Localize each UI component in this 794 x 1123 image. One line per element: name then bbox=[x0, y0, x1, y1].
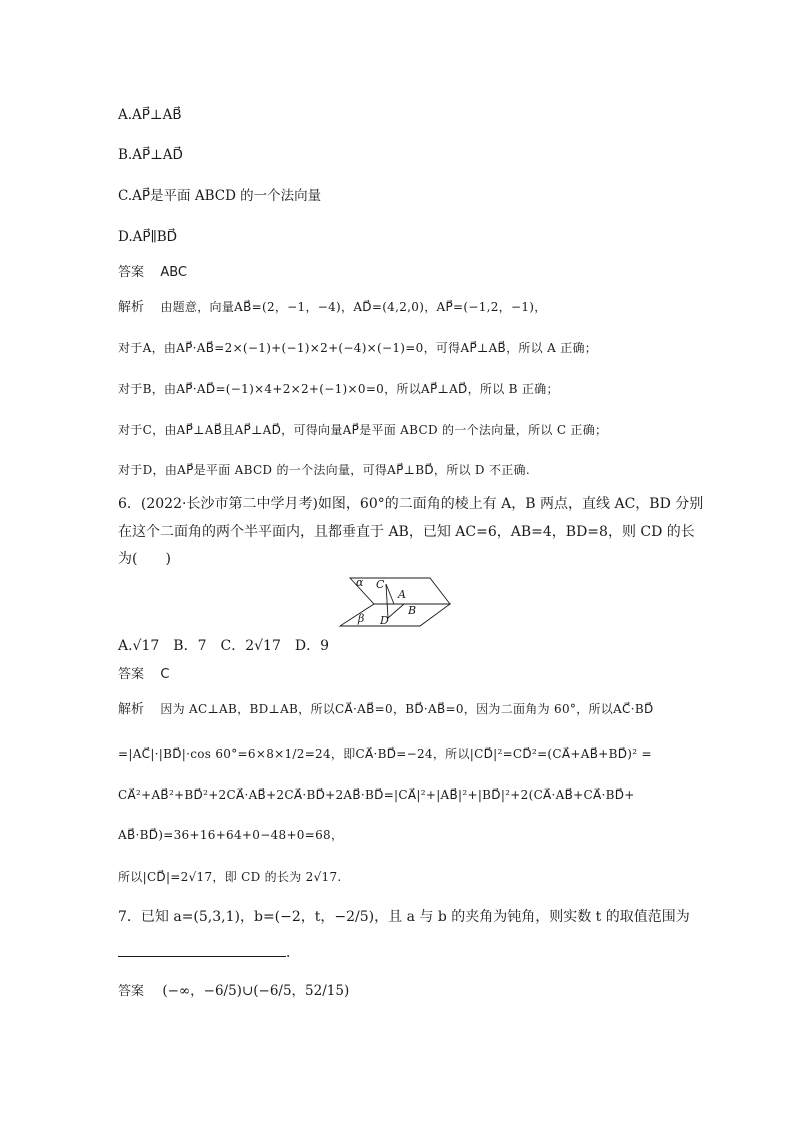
analysis-text: 由题意，向量AB⃗=(2，−1，−4)，AD⃗=(4,2,0)，AP⃗=(−1,2，−1)， bbox=[160, 300, 547, 314]
q5-analysis-line-3: 对于B，由AP⃗·AD⃗=(−1)×4+2×2+(−1)×0=0，所以AP⃗⊥AD⃗，所以 B 正确； bbox=[118, 382, 559, 396]
label-d: D bbox=[380, 614, 389, 627]
answer-label: 答案 bbox=[118, 667, 145, 682]
option-b: B.AP⃗⊥AD⃗ bbox=[118, 147, 183, 163]
q6-stem-line-2: 在这个二面角的两个半平面内，且都垂直于 AB，已知 AC=6，AB=4，BD=8，则 CD 的长 bbox=[118, 524, 695, 540]
answer-value: C bbox=[160, 667, 170, 682]
answer-value: ABC bbox=[160, 265, 187, 280]
q5-analysis-line-1 bbox=[118, 298, 547, 317]
label-c: C bbox=[376, 578, 385, 591]
plane-beta bbox=[340, 604, 450, 626]
q7-blank-line bbox=[118, 942, 290, 962]
option-a: A.AP⃗⊥AB⃗ bbox=[118, 107, 182, 123]
q7-stem: 7．已知 a=(5,3,1)，b=(−2，t，−2/5)，且 a 与 b 的夹角为钝角，则实数 t 的取值范围为 bbox=[118, 909, 690, 925]
analysis-text: 因为 AC⊥AB，BD⊥AB，所以CA⃗·AB⃗=0，BD⃗·AB⃗=0，因为二面角为 60°，所以AC⃗·BD⃗ bbox=[160, 702, 654, 716]
q5-analysis-line-4: 对于C，由AP⃗⊥AB⃗且AP⃗⊥AD⃗，可得向量AP⃗是平面 ABCD 的一个法向量，所以 C 正确； bbox=[118, 423, 608, 437]
option-d: D.AP⃗∥BD⃗ bbox=[118, 229, 178, 245]
q7-answer bbox=[118, 982, 349, 1001]
q5-answer bbox=[118, 263, 187, 282]
answer-blank bbox=[118, 942, 286, 957]
q6-stem-line-3: 为( ) bbox=[118, 551, 171, 567]
q6-analysis-line-3: CA⃗²+AB⃗²+BD⃗²+2CA⃗·AB⃗+2CA⃗·BD⃗+2AB⃗·BD⃗=|CA⃗|²+|AB⃗|²+|BD⃗|²+2(CA⃗·AB⃗+CA⃗·BD⃗+ bbox=[118, 788, 635, 802]
q6-analysis-line-4: AB⃗·BD⃗)=36+16+64+0−48+0=68， bbox=[118, 828, 344, 842]
analysis-label: 解析 bbox=[118, 300, 145, 315]
label-b: B bbox=[408, 604, 417, 617]
q6-stem-line-1: 6．(2022·长沙市第二中学月考)如图，60°的二面角的棱上有 A，B 两点，直线 AC，BD 分别 bbox=[118, 496, 704, 512]
q6-analysis-line-1 bbox=[118, 700, 654, 719]
label-beta: β bbox=[358, 612, 365, 625]
answer-label: 答案 bbox=[118, 984, 145, 999]
answer-value: (−∞，−6/5)∪(−6/5，52/15) bbox=[162, 983, 350, 999]
option-c: C.AP⃗是平面 ABCD 的一个法向量 bbox=[118, 188, 322, 204]
q6-answer bbox=[118, 665, 169, 684]
label-a: A bbox=[398, 588, 406, 601]
answer-label: 答案 bbox=[118, 265, 145, 280]
q6-analysis-line-2: =|AC⃗|·|BD⃗|·cos 60°=6×8×1/2=24，即CA⃗·BD⃗=−24，所以|CD⃗|²=CD⃗²=(CA⃗+AB⃗+BD⃗)² = bbox=[118, 747, 652, 761]
analysis-label: 解析 bbox=[118, 702, 145, 717]
q5-analysis-line-5: 对于D，由AP⃗是平面 ABCD 的一个法向量，可得AP⃗⊥BD⃗，所以 D 不正确. bbox=[118, 463, 530, 477]
q6-analysis-line-5: 所以|CD⃗|=2√17，即 CD 的长为 2√17. bbox=[118, 870, 342, 884]
dihedral-angle-figure bbox=[336, 574, 456, 630]
segment-bd bbox=[388, 604, 404, 618]
label-alpha: α bbox=[356, 576, 364, 589]
q5-analysis-line-2: 对于A，由AP⃗·AB⃗=2×(−1)+(−1)×2+(−4)×(−1)=0，可得AP⃗⊥AB⃗，所以 A 正确； bbox=[118, 341, 598, 355]
blank-period: . bbox=[286, 945, 291, 961]
q6-choices: A.√17 B．7 C．2√17 D．9 bbox=[118, 638, 329, 654]
